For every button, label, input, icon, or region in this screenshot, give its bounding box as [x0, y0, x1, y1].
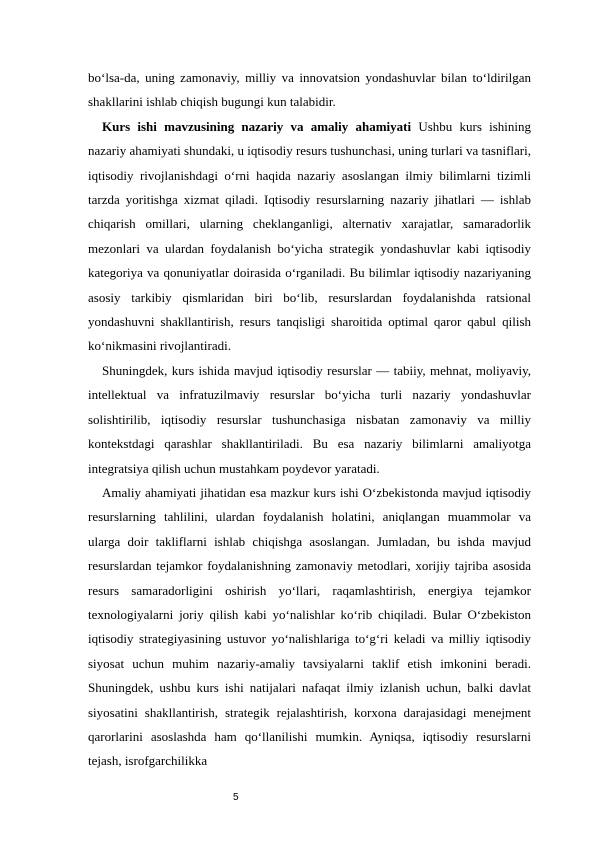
paragraph-practical-significance: Amaliy ahamiyati jihatidan esa mazkur kurs ishi O‘zbekistonda mavjud iqtisodiy resurslarning tahlilini, ulardan foydalanish holatini, aniqlangan muammolar va ularga doir takliflarni ishlab chiqishga asoslangan. Jumladan, bu ishda mavjud resurslardan tejamkor foydalanishning zamonaviy metodlari, xorijiy tajriba asosida resurs samaradorligini oshirish yo‘llari, raqamlashtirish, energiya tejamkor texnologiyalarni joriy qilish kabi yo‘nalishlar ko‘rib chiqiladi. Bular O‘zbekiston iqtisodiy strategiyasining ustuvor yo‘nalishlariga to‘g‘ri keladi va milliy iqtisodiy siyosat uchun muhim nazariy-amaliy tavsiyalarni taklif etish imkonini beradi. Shuningdek, ushbu kurs ishi natijalari nafaqat ilmiy izlanish uchun, balki davlat siyosatini shakllantirish, strategik rejalashtirish, korxona darajasidagi menejment qarorlarini asoslashda ham qo‘llanilishi mumkin. Ayniqsa, iqtisodiy resurslarni tejash, isrofgarchilikka — [88, 484, 531, 769]
page-number: 5 — [233, 792, 239, 803]
paragraph-significance — [88, 115, 531, 359]
section-heading-inline: Kurs ishi mavzusining nazariy va amaliy ahamiyati — [102, 118, 412, 134]
paragraph-continuation: bo‘lsa-da, uning zamonaviy, milliy va innovatsion yondashuvlar bilan to‘ldirilgan shakllarini ishlab chiqish bugungi kun talabidir. — [88, 70, 531, 110]
paragraph-resource-approaches: Shuningdek, kurs ishida mavjud iqtisodiy resurslar — tabiiy, mehnat, moliyaviy, intellektual va infratuzilmaviy resurslar bo‘yicha turli nazariy yondashuvlar solishtirilib, iqtisodiy resurslar tushunchasiga nisbatan zamonaviy va milliy kontekstdagi qarashlar shakllantiriladi. Bu esa nazariy bilimlarni amaliyotga integratsiya qilish uchun mustahkam poydevor yaratadi. — [88, 362, 531, 476]
paragraph-significance-text: Ushbu kurs ishining nazariy ahamiyati shundaki, u iqtisodiy resurs tushunchasi, uning turlari va tasniflari, iqtisodiy rivojlanishdagi o‘rni haqida nazariy asoslangan ilmiy bilimlarni tizimli tarzda yoritishga xizmat qiladi. Iqtisodiy resurslarning nazariy jihatlari — ishlab chiqarish omillari, ularning cheklanganligi, alternativ xarajatlar, samaradorlik mezonlari va ulardan foydalanish bo‘yicha strategik yondashuvlar kabi iqtisodiy kategoriya va qonuniyatlar doirasida o‘rganiladi. Bu bilimlar iqtisodiy nazariyaning asosiy tarkibiy qismlaridan biri bo‘lib, resurslardan foydalanishda ratsional yondashuvni shakllantirish, resurs tanqisligi sharoitida optimal qaror qabul qilish ko‘nikmasini rivojlantiradi. — [88, 118, 531, 354]
document-body — [88, 66, 531, 774]
